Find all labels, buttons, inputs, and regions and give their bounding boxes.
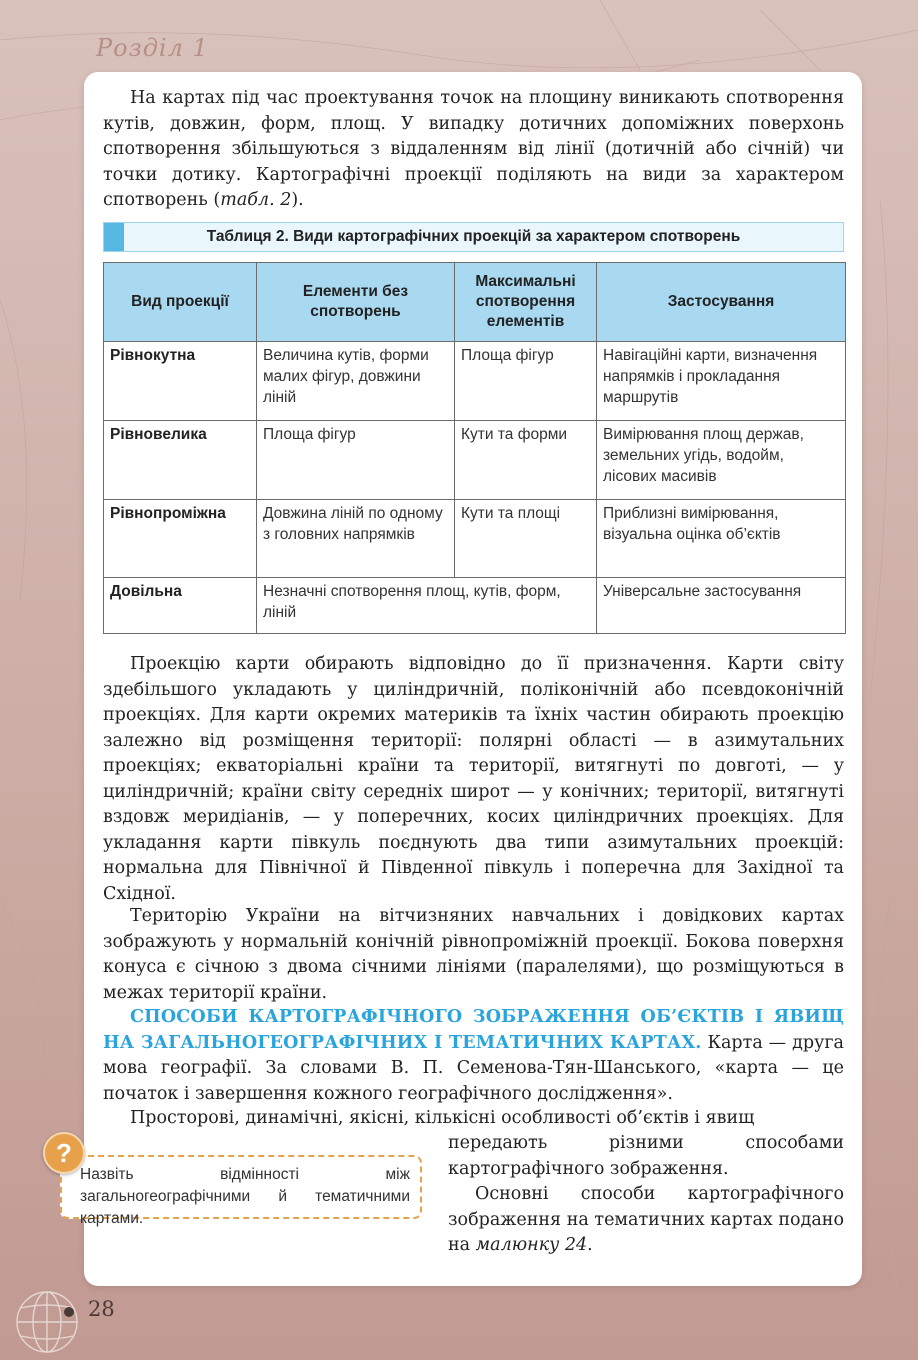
body-paragraph-1: Проекцію карти обирають відповідно до її призначення. Карти світу здебільшого укладають у циліндричній, поліконічній або псевдоконічній проекціях. Для карти окремих материків та їхніх частин обирають проекцію залежно від розміщення території: полярні області — в азимутальних проекціях; екваторіальні країни та території, витягнуті по довготі, — у циліндричній; країни світу середніх широт — у конічних; території, витягнуті вздовж меридіанів, — у поперечних, косих циліндричних проекціях. Для укладання карти півкуль поєднують два типи азимутальних проекцій: нормальна для Північної й Південної півкуль і поперечна для Західної та Східної. bbox=[103, 654, 844, 904]
row-undistorted: Площа фігур bbox=[257, 421, 455, 500]
globe-icon bbox=[12, 1282, 82, 1360]
row-distorted: Кути та площі bbox=[455, 500, 597, 578]
row-application: Навігаційні карти, визначення напрямків і прокладання маршрутів bbox=[597, 342, 846, 421]
table-caption-bar bbox=[103, 222, 844, 252]
header-max-distortions: Максимальні спотворення елементів bbox=[455, 263, 597, 342]
table-reference: табл. 2 bbox=[220, 190, 292, 210]
body-paragraph-2: Територію України на вітчизняних навчальних і довідкових картах зображують у нормальній конічній рівнопроміжній проекції. Бокова поверхня конуса є січною з двома січними лініями (паралелями), що розміщуються в межах території країни. bbox=[103, 906, 844, 1003]
row-projection-type: Рівнопроміжна bbox=[104, 500, 257, 578]
body-paragraph-4-rest: передають різними способами картографічного зображення. bbox=[448, 1133, 844, 1179]
question-icon: ? bbox=[43, 1132, 85, 1174]
table-row bbox=[104, 500, 846, 578]
row-application: Універсальне застосування bbox=[597, 578, 846, 634]
table-row bbox=[104, 421, 846, 500]
section-heading: СПОСОБИ КАРТОГРАФІЧНОГО ЗОБРАЖЕННЯ ОБ’ЄКТІВ І ЯВИЩ НА ЗАГАЛЬНОГЕОГРАФІЧНИХ І ТЕМАТИЧНИХ КАРТАХ. bbox=[103, 1007, 844, 1053]
question-text: Назвіть відмінності між загальногеографічними й тематичними картами. bbox=[80, 1166, 410, 1227]
row-undistorted: Довжина ліній по одному з головних напрямків bbox=[257, 500, 455, 578]
row-undistorted: Величина кутів, форми малих фігур, довжини ліній bbox=[257, 342, 455, 421]
row-distorted: Кути та форми bbox=[455, 421, 597, 500]
projection-types-table bbox=[103, 262, 846, 634]
header-undistorted-elements: Елементи без спотворень bbox=[257, 263, 455, 342]
body-paragraph-3: СПОСОБИ КАРТОГРАФІЧНОГО ЗОБРАЖЕННЯ ОБ’ЄКТІВ І ЯВИЩ НА ЗАГАЛЬНОГЕОГРАФІЧНИХ І ТЕМАТИЧНИХ КАРТАХ. Карта — друга мова географії. За словами В. П. Семенова-Тян-Шанського, «карта — це початок і завершення кожного географічного дослідження». bbox=[103, 1007, 844, 1104]
row-projection-type: Рівнокутна bbox=[104, 342, 257, 421]
page-number: 28 bbox=[88, 1297, 115, 1321]
header-projection-type: Вид проекції bbox=[104, 263, 257, 342]
figure-reference: малюнку 24 bbox=[475, 1235, 588, 1255]
body-paragraph-4-first-line: Просторові, динамічні, якісні, кількісні особливості об’єктів і явищ bbox=[130, 1108, 755, 1128]
table-header-row bbox=[104, 263, 846, 342]
row-application: Вимірювання площ держав, земельних угідь, водойм, лісових масивів bbox=[597, 421, 846, 500]
table-caption: Таблиця 2. Види картографічних проекцій за характером спотворень bbox=[206, 228, 741, 245]
body-paragraph-5: Основні способи картографічного зображення на тематичних картах подано на малюнку 24. bbox=[448, 1184, 844, 1255]
row-projection-type: Рівновелика bbox=[104, 421, 257, 500]
section-label: Розділ 1 bbox=[96, 34, 209, 62]
intro-paragraph: На картах під час проектування точок на площину виникають спотворення кутів, довжин, форм, площ. У випадку дотичних допоміжних поверхонь спотворення збільшуються з віддаленням від лінії (дотичній або січній) чи точки дотику. Картографічні проекції поділяють на види за характером спотворень (табл. 2). bbox=[103, 88, 844, 210]
page-number-dot bbox=[64, 1307, 74, 1317]
table-row bbox=[104, 578, 846, 634]
row-distorted: Площа фігур bbox=[455, 342, 597, 421]
row-undistorted-merged: Незначні спотворення площ, кутів, форм, ліній bbox=[257, 578, 597, 634]
row-projection-type: Довільна bbox=[104, 578, 257, 634]
table-row bbox=[104, 342, 846, 421]
question-box bbox=[60, 1155, 422, 1227]
header-application: Застосування bbox=[597, 263, 846, 342]
row-application: Приблизні вимірювання, візуальна оцінка об’єктів bbox=[597, 500, 846, 578]
